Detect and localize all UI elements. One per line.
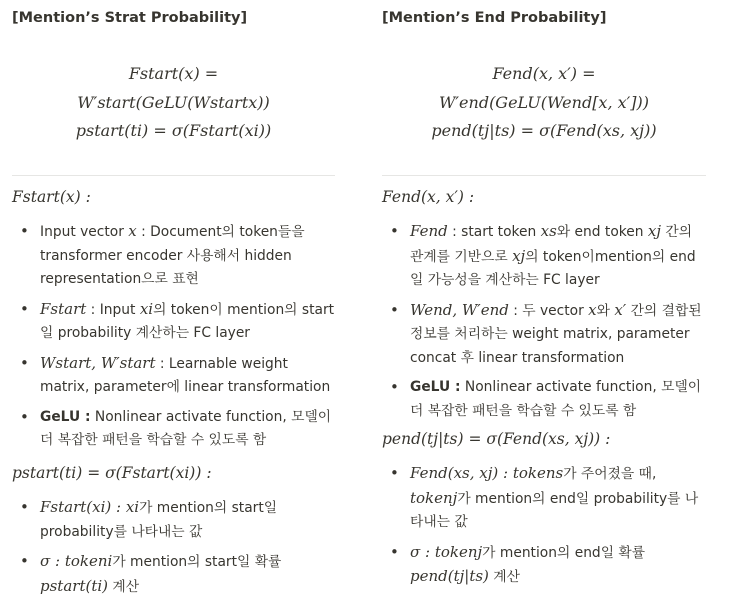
item-text: 와 (596, 302, 615, 319)
item-text: : Learnable weight matrix, parameter에 linear transformation (40, 355, 331, 395)
list-item (40, 220, 335, 292)
formula-line: pstart(ti) = σ(Fstart(xi)) (75, 121, 272, 140)
math-inline: Fend(xs, xj) : tokens (410, 464, 564, 482)
math-inline: σ : tokeni (40, 552, 113, 570)
formula-block (12, 60, 335, 146)
item-text: Nonlinear activate function, 모델이 더 복잡한 패턴을 학습할 수 있도록 함 (410, 379, 702, 419)
formula-line: W′end(GeLU(Wend[x, x′])) (438, 92, 650, 112)
item-text: 가 mention의 end일 probability를 나타내는 값 (410, 490, 699, 530)
formula-line: pend(tj|ts) = σ(Fend(xs, xj)) (431, 121, 657, 140)
math-inline: tokenj (410, 488, 458, 507)
item-text: 계산 (108, 578, 140, 595)
formula-line: Fstart(x) = (128, 64, 219, 83)
list-item (40, 406, 335, 453)
math-inline: Wend, W′end (410, 300, 509, 319)
math-inline: Fend (410, 222, 448, 240)
item-text: 가 mention의 start일 확률 (112, 554, 282, 570)
item-text: 의 token이mention의 end일 가능성을 계산하는 FC layer (410, 248, 696, 288)
item-text: Input vector (40, 224, 129, 240)
math-inline: Fstart(xi) : xi (40, 498, 140, 516)
list-item (410, 376, 706, 423)
section-heading: [Mention’s End Probability] (382, 10, 607, 26)
math-inline: x (588, 300, 597, 319)
item-text: : start token (447, 224, 541, 240)
item-text: : Input (86, 301, 140, 318)
item-text: 계산 (488, 569, 520, 585)
list-item (40, 352, 335, 400)
bullet-list (382, 220, 706, 429)
list-item (410, 299, 706, 371)
math-inline: Wstart, W′start (40, 353, 156, 372)
formula-block (382, 60, 706, 146)
list-item (410, 462, 706, 535)
list-item (40, 496, 335, 544)
math-inline: σ : tokenj (410, 542, 483, 561)
group-title: pend(tj|ts) = σ(Fend(xs, xj)) : (382, 430, 611, 448)
math-inline: Fstart (40, 299, 87, 318)
group-title: Fend(x, x′) : (382, 188, 475, 206)
group-title: Fstart(x) : (12, 188, 91, 206)
bullet-list (12, 220, 335, 459)
item-text: 간의 관계를 기반으로 (410, 224, 693, 265)
item-text: 의 token이 mention의 start일 probability 계산하는 FC layer (40, 301, 335, 341)
formula-line: Fend(x, x′) = (492, 64, 596, 83)
item-text: 와 end token (556, 224, 648, 240)
list-item (40, 550, 335, 599)
divider (12, 175, 335, 176)
item-text: : Document의 token들을 transformer encoder 사용해서 hidden representation으로 표현 (40, 224, 305, 287)
item-text: 가 mention의 end일 확률 (482, 544, 646, 561)
math-inline: xj (512, 246, 526, 265)
bullet-list (382, 462, 706, 596)
divider (382, 175, 706, 176)
item-text: 간의 결합된 정보를 처리하는 weight matrix, parameter concat 후 linear transformation (410, 302, 702, 366)
list-item (410, 220, 706, 293)
math-inline: pend(tj|ts) (410, 567, 489, 585)
math-inline: pstart(ti) (40, 576, 108, 595)
item-text: 가 주어졌을 때, (563, 466, 657, 482)
math-inline: xi (139, 299, 154, 318)
math-inline: xs (540, 222, 557, 240)
group-title: pstart(ti) = σ(Fstart(xi)) : (12, 464, 212, 482)
item-text: 가 mention의 start일 probability를 나타내는 값 (40, 500, 278, 540)
item-text: Nonlinear activate function, 모델이 더 복잡한 패턴을 학습할 수 있도록 함 (40, 408, 332, 448)
list-item (40, 298, 335, 346)
formula-line: W′start(GeLU(Wstartx)) (77, 92, 270, 112)
term-bold: GeLU : (410, 379, 461, 395)
math-inline: x (128, 222, 137, 240)
math-inline: x′ (614, 300, 627, 319)
item-text: : 두 vector (508, 302, 589, 319)
list-item (410, 541, 706, 590)
section-heading: [Mention’s Strat Probability] (12, 10, 248, 26)
bullet-list (12, 496, 335, 605)
term-bold: GeLU : (40, 408, 91, 425)
math-inline: xj (647, 222, 662, 240)
